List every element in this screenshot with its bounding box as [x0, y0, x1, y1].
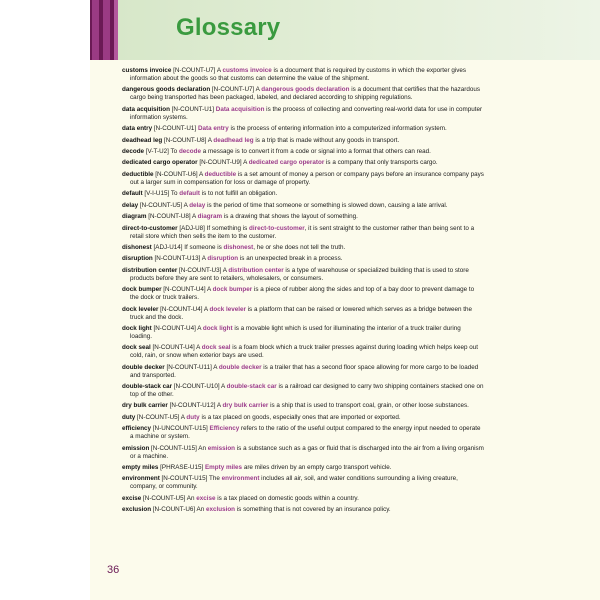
- glossary-entry: [122, 125, 484, 133]
- page-title: Glossary: [176, 14, 281, 41]
- entry-term: default: [122, 190, 143, 198]
- entry-pos: [N-COUNT-U4] A: [152, 344, 201, 352]
- entry-highlight: diagram: [197, 213, 223, 221]
- glossary-entry: [122, 244, 484, 252]
- entry-highlight: decode: [178, 147, 201, 155]
- glossary-entry: [122, 383, 484, 399]
- entry-definition: is a piece of rubber along the sides and top of a bay door to prevent damage to the dock or truck trailers.: [130, 286, 475, 302]
- entry-term: data acquisition: [122, 105, 170, 113]
- entry-term: direct-to-customer: [122, 224, 178, 232]
- glossary-entry: [122, 506, 484, 514]
- glossary-entry: [122, 475, 484, 491]
- entry-definition: , he or she does not tell the truth.: [253, 243, 346, 251]
- entry-term: exclusion: [122, 506, 152, 514]
- entry-highlight: deadhead leg: [213, 136, 254, 144]
- entry-pos: [N-COUNT-U4] A: [153, 324, 202, 332]
- entry-term: customs invoice: [122, 67, 172, 74]
- entry-pos: [N-COUNT-U6] A: [155, 170, 203, 178]
- glossary-entry: [122, 225, 484, 241]
- entry-term: deadhead leg: [122, 136, 163, 144]
- entry-pos: [N-COUNT-U6] An: [152, 506, 205, 514]
- entry-term: excise: [122, 494, 142, 502]
- entry-pos: [N-COUNT-U1]: [171, 105, 215, 113]
- glossary-entry: [122, 86, 484, 102]
- entry-definition: is to not fulfill an obligation.: [201, 190, 278, 198]
- glossary-entry: [122, 190, 484, 198]
- glossary-list: [122, 67, 484, 518]
- entry-definition: is a set amount of money a person or company pays before an insurance company pays out a larger sum in compensation for loss or damage of property.: [130, 170, 484, 186]
- entry-pos: [N-COUNT-U15] An: [151, 444, 206, 452]
- entry-highlight: exclusion: [205, 506, 236, 514]
- entry-highlight: dry bulk carrier: [222, 402, 269, 410]
- glossary-entry: [122, 159, 484, 167]
- entry-pos: [N-COUNT-U7] A: [173, 67, 221, 74]
- entry-highlight: Data entry: [197, 125, 229, 133]
- glossary-entry: [122, 402, 484, 410]
- glossary-entry: [122, 286, 484, 302]
- entry-term: duty: [122, 413, 136, 421]
- entry-highlight: dock leveler: [209, 305, 246, 313]
- entry-definition: is a tax placed on goods, especially ones that are imported or exported.: [201, 413, 401, 421]
- entry-pos: [V-I-U15] To: [144, 190, 178, 198]
- entry-term: environment: [122, 475, 160, 483]
- entry-pos: [N-COUNT-U7] A: [211, 86, 260, 94]
- entry-term: dedicated cargo operator: [122, 159, 198, 167]
- entry-term: dangerous goods declaration: [122, 86, 211, 94]
- glossary-entry: [122, 137, 484, 145]
- entry-definition: is a tax placed on domestic goods within a country.: [217, 494, 359, 502]
- entry-pos: [ADJ-U8] If something is: [179, 224, 248, 232]
- entry-definition: is a type of warehouse or specialized building that is used to store products before they are sent to retailers, wholesalers, or consumers.: [130, 266, 469, 282]
- entry-pos: [PHRASE-U15]: [160, 464, 204, 472]
- entry-definition: is a platform that can be raised or lowered which serves as a bridge between the truck and the dock.: [130, 305, 473, 321]
- entry-term: deductible: [122, 170, 154, 178]
- glossary-entry: [122, 148, 484, 156]
- page-number: 36: [107, 564, 120, 576]
- entry-pos: [N-COUNT-U8] A: [148, 213, 196, 221]
- glossary-entry: [122, 364, 484, 380]
- entry-term: dishonest: [122, 243, 152, 251]
- glossary-entry: [122, 464, 484, 472]
- entry-highlight: double-stack car: [226, 383, 277, 391]
- header-stripe: [103, 0, 110, 60]
- entry-highlight: dock light: [202, 324, 233, 332]
- entry-pos: [N-COUNT-U11] A: [166, 363, 218, 371]
- glossary-entry: [122, 171, 484, 187]
- glossary-entry: [122, 267, 484, 283]
- entry-term: efficiency: [122, 425, 152, 433]
- entry-term: diagram: [122, 213, 147, 221]
- entry-definition: refers to the ratio of the useful output compared to the energy input needed to operate a machine or system.: [130, 425, 481, 441]
- entry-definition: is the process of entering information into a computerized information system.: [230, 125, 447, 133]
- entry-term: disruption: [122, 255, 153, 263]
- entry-term: double-stack car: [122, 383, 173, 391]
- entry-definition: is a company that only transports cargo.: [326, 159, 438, 167]
- glossary-entry: [122, 213, 484, 221]
- entry-definition: is a movable light which is used for illuminating the interior of a truck trailer during loading.: [130, 324, 461, 340]
- glossary-entry: [122, 414, 484, 422]
- entry-term: delay: [122, 201, 139, 209]
- entry-highlight: deductible: [204, 170, 237, 178]
- entry-definition: is a trip that is made without any goods in transport.: [255, 136, 400, 144]
- entry-definition: are miles driven by an empty cargo transport vehicle.: [243, 464, 392, 472]
- glossary-entry: [122, 202, 484, 210]
- entry-term: decode: [122, 147, 145, 155]
- entry-definition: is a document that is required by customs in which the exporter gives information about the goods so that customs can determine the value of the shipment.: [130, 67, 467, 82]
- entry-pos: [N-COUNT-U10] A: [173, 383, 225, 391]
- entry-definition: is a trailer that has a second floor space allowing for more cargo to be loaded and transported.: [130, 363, 479, 379]
- entry-pos: [V-T-U2] To: [145, 147, 178, 155]
- entry-pos: [N-COUNT-U15] The: [161, 475, 220, 483]
- glossary-entry: [122, 306, 484, 322]
- entry-term: dock bumper: [122, 286, 162, 294]
- entry-highlight: dishonest: [223, 243, 254, 251]
- entry-definition: is the period of time that someone or something is slowed down, causing a late arrival.: [207, 201, 448, 209]
- entry-definition: is a foam block which a truck trailer presses against during loading which helps keep out cold, rain, or snow when exterior bays are used.: [130, 344, 478, 360]
- entry-highlight: Data acquisition: [215, 105, 265, 113]
- entry-highlight: dangerous goods declaration: [261, 86, 350, 94]
- entry-definition: is a document that certifies that the hazardous cargo being transported has been packaged, labeled, and declared according to shipping regulations.: [130, 86, 480, 102]
- entry-pos: [N-COUNT-U3] A: [179, 266, 227, 274]
- entry-highlight: delay: [189, 201, 206, 209]
- entry-highlight: default: [179, 190, 200, 198]
- entry-definition: is a drawing that shows the layout of something.: [223, 213, 358, 221]
- entry-highlight: duty: [186, 413, 200, 421]
- entry-term: distribution center: [122, 266, 178, 274]
- entry-definition: is a substance such as a gas or fluid that is discharged into the air from a living organism or a machine.: [130, 444, 484, 460]
- entry-term: emission: [122, 444, 150, 452]
- entry-definition: , it is sent straight to the customer rather than being sent to a retail store which then sells the item to the customer.: [130, 224, 475, 240]
- entry-definition: is a railroad car designed to carry two shipping containers stacked one on top of the other.: [130, 383, 484, 398]
- entry-pos: [N-COUNT-U5] An: [143, 494, 195, 502]
- entry-highlight: Empty miles: [204, 464, 243, 472]
- header-stripe: [92, 0, 99, 60]
- entry-term: dock seal: [122, 344, 151, 352]
- entry-term: empty miles: [122, 464, 159, 472]
- entry-definition: is an unexpected break in a process.: [239, 255, 343, 263]
- glossary-entry: [122, 344, 484, 360]
- entry-pos: [N-COUNT-U13] A: [154, 255, 206, 263]
- glossary-entry: [122, 106, 484, 122]
- entry-pos: [N-UNCOUNT-U15]: [152, 425, 208, 433]
- entry-pos: [N-COUNT-U4] A: [163, 286, 211, 294]
- entry-term: dock leveler: [122, 305, 159, 313]
- entry-pos: [N-COUNT-U9] A: [199, 159, 247, 167]
- entry-term: double decker: [122, 363, 165, 371]
- entry-highlight: Efficiency: [209, 425, 240, 433]
- entry-highlight: disruption: [207, 255, 239, 263]
- entry-highlight: double decker: [218, 363, 262, 371]
- entry-highlight: emission: [207, 444, 236, 452]
- entry-pos: [N-COUNT-U4] A: [160, 305, 208, 313]
- entry-definition: is the process of collecting and converting real-world data for use in computer information systems.: [130, 105, 483, 121]
- entry-highlight: distribution center: [228, 266, 284, 274]
- entry-highlight: dedicated cargo operator: [248, 159, 325, 167]
- entry-pos: [N-COUNT-U8] A: [164, 136, 212, 144]
- glossary-entry: [122, 67, 484, 83]
- entry-highlight: excise: [196, 494, 216, 502]
- entry-pos: [N-COUNT-U1]: [153, 125, 197, 133]
- entry-highlight: dock seal: [201, 344, 231, 352]
- entry-pos: [N-COUNT-U5] A: [137, 413, 185, 421]
- glossary-entry: [122, 425, 484, 441]
- entry-highlight: dock bumper: [212, 286, 253, 294]
- entry-term: dry bulk carrier: [122, 402, 168, 410]
- entry-pos: [N-COUNT-U12] A: [169, 402, 221, 410]
- entry-term: data entry: [122, 125, 153, 133]
- glossary-entry: [122, 445, 484, 461]
- glossary-entry: [122, 255, 484, 263]
- glossary-entry: [122, 325, 484, 341]
- entry-highlight: direct-to-customer: [249, 224, 305, 232]
- entry-pos: [ADJ-U14] If someone is: [153, 243, 222, 251]
- entry-definition: a message is to convert it from a code or signal into a format that others can read.: [202, 147, 431, 155]
- entry-definition: is something that is not covered by an insurance policy.: [236, 506, 391, 514]
- entry-pos: [N-COUNT-U5] A: [139, 201, 188, 209]
- entry-definition: is a ship that is used to transport coal, grain, or other loose substances.: [270, 402, 469, 410]
- entry-term: dock light: [122, 324, 152, 332]
- entry-highlight: customs invoice: [222, 67, 272, 74]
- glossary-entry: [122, 495, 484, 503]
- entry-definition: includes all air, soil, and water conditions surrounding a living creature, company, or community.: [130, 475, 458, 491]
- entry-highlight: environment: [221, 475, 260, 483]
